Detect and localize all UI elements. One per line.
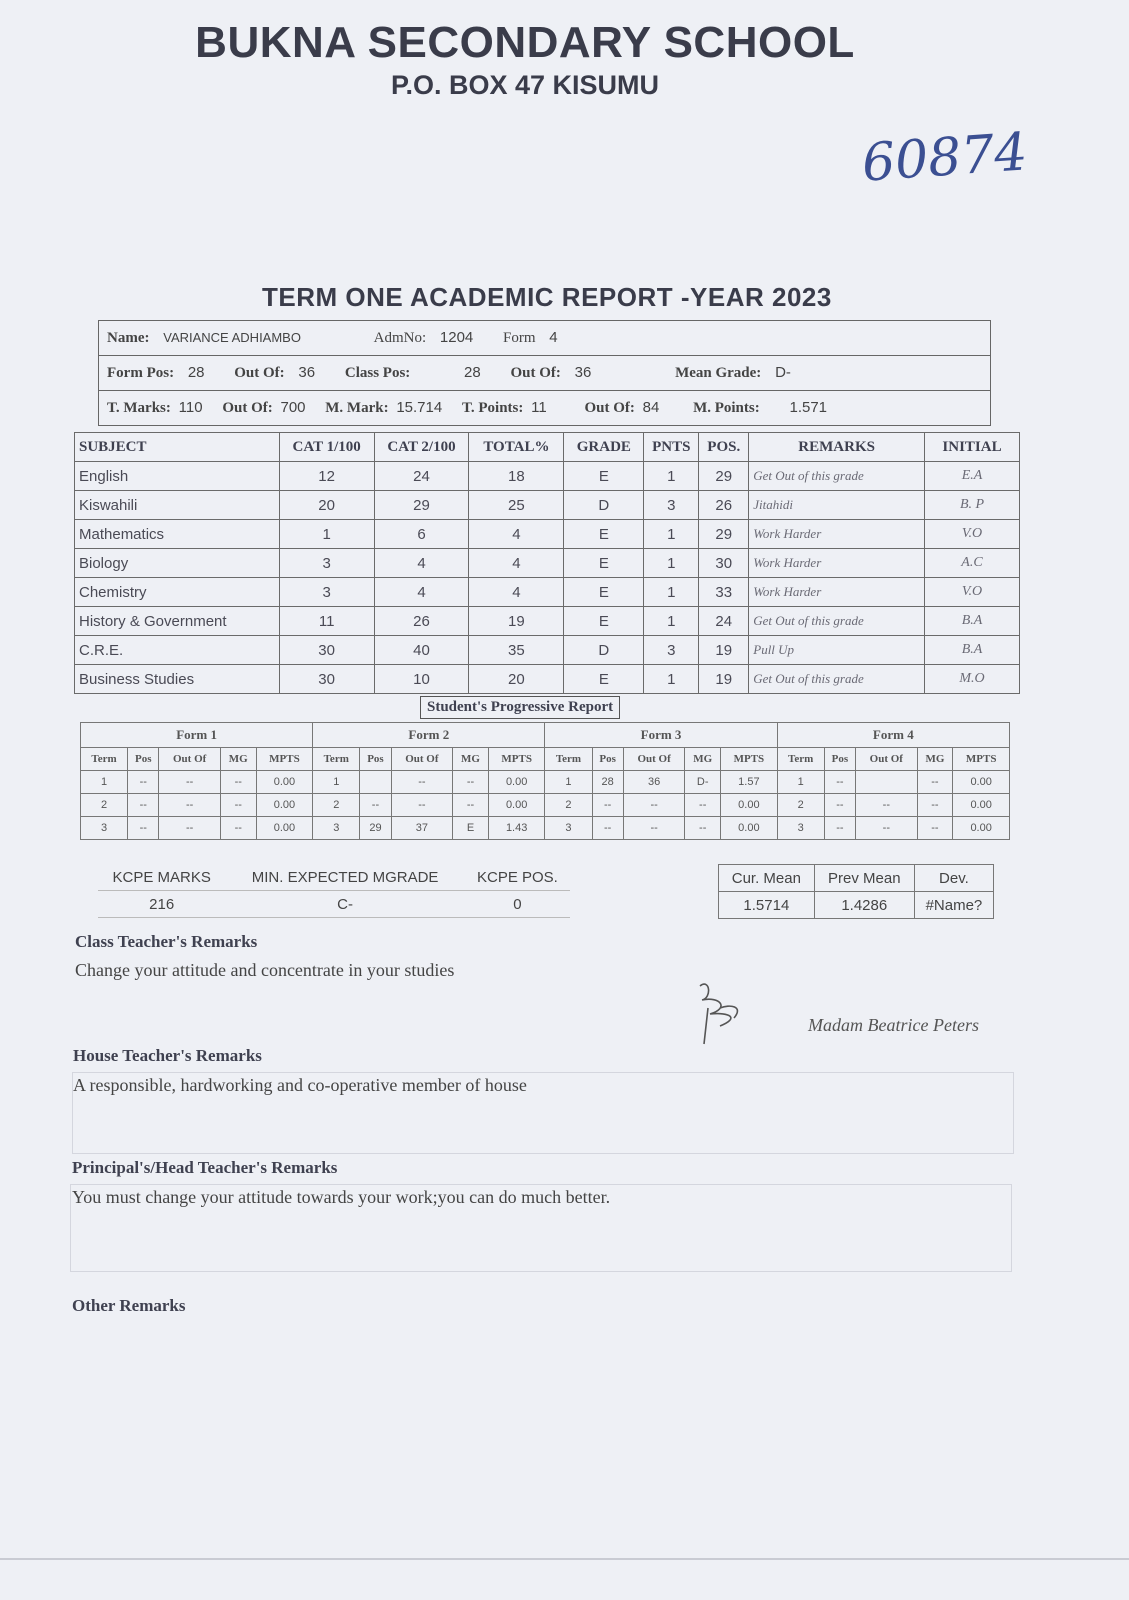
prog-cell: --: [453, 771, 489, 794]
handwritten-number: 60874: [860, 122, 1030, 194]
prog-cell: 1: [313, 771, 360, 794]
subject-cell-cat1: 20: [279, 491, 374, 520]
prog-cell: --: [592, 794, 623, 817]
prog-cell: 0.00: [953, 794, 1010, 817]
prog-cell: E: [453, 817, 489, 840]
subject-cell-subject: Business Studies: [75, 665, 280, 694]
other-remarks-label: Other Remarks: [72, 1296, 186, 1315]
subject-cell-grade: E: [564, 578, 644, 607]
subject-cell-initial: V.O: [925, 520, 1020, 549]
prog-cell: --: [391, 771, 452, 794]
prog-sub-header: Out Of: [159, 748, 220, 771]
prog-cell: --: [824, 817, 855, 840]
subject-row: [75, 491, 1020, 520]
prog-sub-header: Term: [81, 748, 128, 771]
points-out-of: 84: [642, 399, 660, 416]
prog-cell: 36: [623, 771, 684, 794]
subject-cell-remarks: Work Harder: [749, 520, 925, 549]
progressive-report-table: [80, 722, 1010, 840]
prog-cell: --: [128, 794, 159, 817]
subject-cell-remarks: Work Harder: [749, 578, 925, 607]
subject-cell-pos: 24: [699, 607, 749, 636]
principal-remarks-box: [70, 1184, 1012, 1272]
prog-sub-header: MPTS: [721, 748, 778, 771]
subject-cell-cat1: 3: [279, 578, 374, 607]
min-expected-header: MIN. EXPECTED MGRADE: [225, 864, 464, 891]
prog-cell: --: [128, 771, 159, 794]
subject-cell-total: 4: [469, 549, 564, 578]
subject-cell-pos: 33: [699, 578, 749, 607]
prog-sub-header: MG: [685, 748, 721, 771]
prog-sub-header: MG: [220, 748, 256, 771]
prog-cell: 1: [545, 771, 592, 794]
cur-mean-value: 1.5714: [719, 892, 815, 919]
subject-cell-pnts: 1: [644, 462, 699, 491]
prog-cell: --: [623, 794, 684, 817]
class-out-of-label: Out Of:: [510, 365, 561, 381]
subject-cell-subject: C.R.E.: [75, 636, 280, 665]
subject-row: [75, 607, 1020, 636]
subject-cell-total: 35: [469, 636, 564, 665]
col-cat1: CAT 1/100: [279, 433, 374, 462]
subject-cell-initial: E.A: [925, 462, 1020, 491]
m-mark: 15.714: [396, 399, 443, 416]
subject-cell-initial: V.O: [925, 578, 1020, 607]
prog-sub-header: Out Of: [623, 748, 684, 771]
prog-sub-header: Pos: [824, 748, 855, 771]
prog-cell: 2: [313, 794, 360, 817]
subject-cell-cat2: 26: [374, 607, 469, 636]
form-2-header: Form 2: [313, 723, 545, 748]
adm-no: 1204: [439, 329, 474, 346]
subject-cell-cat1: 30: [279, 665, 374, 694]
prog-cell: 1: [777, 771, 824, 794]
subject-cell-remarks: Get Out of this grade: [749, 607, 925, 636]
prog-cell: 2: [545, 794, 592, 817]
prog-cell: 37: [391, 817, 452, 840]
subject-row: [75, 636, 1020, 665]
prog-cell: [360, 771, 391, 794]
prog-cell: 0.00: [953, 817, 1010, 840]
info-row-1: [99, 321, 991, 356]
col-pos: POS.: [699, 433, 749, 462]
prog-sub-header: Pos: [592, 748, 623, 771]
subject-cell-pnts: 3: [644, 636, 699, 665]
subject-cell-pos: 29: [699, 520, 749, 549]
subject-row: [75, 520, 1020, 549]
subject-cell-grade: E: [564, 549, 644, 578]
prog-cell: 29: [360, 817, 391, 840]
prog-cell: 0.00: [256, 817, 313, 840]
prog-cell: D-: [685, 771, 721, 794]
prev-mean-value: 1.4286: [814, 892, 914, 919]
prog-cell: 1.43: [488, 817, 545, 840]
subject-cell-cat2: 6: [374, 520, 469, 549]
m-mark-label: M. Mark:: [325, 400, 389, 416]
t-marks: 110: [178, 399, 203, 416]
class-teacher-remarks-label: Class Teacher's Remarks: [75, 932, 258, 951]
prog-sub-header: Pos: [360, 748, 391, 771]
cur-mean-header: Cur. Mean: [719, 865, 815, 892]
subject-cell-cat2: 24: [374, 462, 469, 491]
prog-cell: --: [159, 771, 220, 794]
prog-cell: --: [220, 794, 256, 817]
subject-cell-pnts: 1: [644, 578, 699, 607]
prog-cell: --: [917, 794, 953, 817]
prog-sub-header: MPTS: [953, 748, 1010, 771]
form-4-header: Form 4: [777, 723, 1009, 748]
subject-cell-pnts: 1: [644, 665, 699, 694]
subject-cell-initial: B.A: [925, 607, 1020, 636]
prog-cell: --: [220, 817, 256, 840]
class-teacher-remarks-text: Change your attitude and concentrate in your studies: [75, 960, 455, 980]
prog-cell: --: [917, 817, 953, 840]
t-points: 11: [531, 399, 547, 416]
prog-cell: 0.00: [256, 794, 313, 817]
prog-cell: --: [391, 794, 452, 817]
prog-sub-header: MG: [453, 748, 489, 771]
subject-cell-cat1: 3: [279, 549, 374, 578]
min-expected-value: C-: [225, 891, 464, 918]
prog-cell: 3: [777, 817, 824, 840]
prog-cell: --: [824, 771, 855, 794]
bottom-divider: [0, 1558, 1129, 1560]
prog-cell: --: [917, 771, 953, 794]
subject-cell-total: 4: [469, 578, 564, 607]
subject-cell-initial: A.C: [925, 549, 1020, 578]
prog-cell: [856, 771, 917, 794]
col-total: TOTAL%: [469, 433, 564, 462]
subject-cell-subject: Kiswahili: [75, 491, 280, 520]
marks-out-of-label: Out Of:: [222, 400, 273, 416]
subject-cell-cat2: 4: [374, 578, 469, 607]
signature-icon: [690, 978, 750, 1048]
subject-cell-cat1: 1: [279, 520, 374, 549]
info-row-3: [99, 391, 991, 426]
house-teacher-remarks-text: A responsible, hardworking and co-operative member of house: [73, 1075, 527, 1095]
subject-cell-initial: M.O: [925, 665, 1020, 694]
subject-cell-cat1: 30: [279, 636, 374, 665]
house-teacher-remarks-label: House Teacher's Remarks: [73, 1046, 262, 1065]
col-remarks: REMARKS: [749, 433, 925, 462]
prog-cell: --: [220, 771, 256, 794]
form-out-of-label: Out Of:: [234, 365, 285, 381]
subject-cell-remarks: Get Out of this grade: [749, 462, 925, 491]
subject-cell-pnts: 3: [644, 491, 699, 520]
kcpe-pos-header: KCPE POS.: [465, 864, 570, 891]
t-marks-label: T. Marks:: [107, 400, 171, 416]
prog-cell: 0.00: [721, 817, 778, 840]
subject-cell-pos: 29: [699, 462, 749, 491]
prog-sub-header: MPTS: [488, 748, 545, 771]
subject-cell-grade: E: [564, 520, 644, 549]
col-initial: INITIAL: [925, 433, 1020, 462]
report-title: TERM ONE ACADEMIC REPORT -YEAR 2023: [262, 282, 832, 312]
subject-cell-pos: 19: [699, 636, 749, 665]
prog-cell: --: [453, 794, 489, 817]
kcpe-pos-value: 0: [465, 891, 570, 918]
form-header-row: [81, 723, 1010, 748]
subject-cell-total: 19: [469, 607, 564, 636]
prog-cell: --: [685, 794, 721, 817]
marks-out-of: 700: [280, 399, 306, 416]
subject-cell-cat2: 10: [374, 665, 469, 694]
subject-cell-total: 20: [469, 665, 564, 694]
class-pos: 28: [464, 364, 481, 381]
subject-cell-initial: B.A: [925, 636, 1020, 665]
subject-cell-pos: 19: [699, 665, 749, 694]
prog-sub-header: Term: [777, 748, 824, 771]
prog-cell: 1.57: [721, 771, 778, 794]
school-name: BUKNA SECONDARY SCHOOL: [195, 18, 855, 67]
subject-cell-remarks: Get Out of this grade: [749, 665, 925, 694]
subject-row: [75, 549, 1020, 578]
prog-cell: 28: [592, 771, 623, 794]
subject-cell-pnts: 1: [644, 549, 699, 578]
prog-cell: 0.00: [721, 794, 778, 817]
subject-cell-cat2: 29: [374, 491, 469, 520]
subject-cell-grade: D: [564, 491, 644, 520]
subject-row: [75, 665, 1020, 694]
prog-sub-header: Term: [313, 748, 360, 771]
m-points-label: M. Points:: [693, 400, 760, 416]
prog-cell: --: [360, 794, 391, 817]
prog-cell: 2: [777, 794, 824, 817]
subject-cell-remarks: Jitahidi: [749, 491, 925, 520]
subject-cell-total: 25: [469, 491, 564, 520]
form-3-header: Form 3: [545, 723, 777, 748]
student-info-table: [98, 320, 991, 426]
form-value: 4: [549, 329, 558, 346]
prog-cell: --: [824, 794, 855, 817]
subject-cell-pos: 30: [699, 549, 749, 578]
subject-cell-grade: E: [564, 462, 644, 491]
prog-cell: --: [128, 817, 159, 840]
dev-header: Dev.: [914, 865, 993, 892]
prog-sub-header: Out Of: [391, 748, 452, 771]
subject-cell-subject: English: [75, 462, 280, 491]
prog-cell: 3: [313, 817, 360, 840]
prog-cell: 0.00: [256, 771, 313, 794]
m-points: 1.571: [789, 399, 828, 416]
prog-cell: --: [159, 817, 220, 840]
prog-cell: --: [592, 817, 623, 840]
prog-sub-header: Pos: [128, 748, 159, 771]
subject-cell-pos: 26: [699, 491, 749, 520]
signatory-name: Madam Beatrice Peters: [808, 1015, 979, 1035]
prog-sub-header: Out Of: [856, 748, 917, 771]
subjects-header-row: [75, 433, 1020, 462]
school-address: P.O. BOX 47 KISUMU: [390, 70, 660, 100]
kcpe-marks-header: KCPE MARKS: [98, 864, 225, 891]
form-out-of: 36: [298, 364, 316, 381]
prog-cell: 3: [81, 817, 128, 840]
subject-cell-subject: Chemistry: [75, 578, 280, 607]
points-out-of-label: Out Of:: [584, 400, 635, 416]
prog-cell: --: [685, 817, 721, 840]
prog-sub-header-row: [81, 748, 1010, 771]
form-1-header: Form 1: [81, 723, 313, 748]
subject-cell-remarks: Work Harder: [749, 549, 925, 578]
subject-cell-cat1: 11: [279, 607, 374, 636]
subject-cell-pnts: 1: [644, 607, 699, 636]
prog-sub-header: Term: [545, 748, 592, 771]
mean-grade: D-: [775, 364, 791, 381]
subjects-table: [74, 432, 1020, 694]
prog-sub-header: MG: [917, 748, 953, 771]
house-remarks-box: [72, 1072, 1014, 1154]
subject-cell-total: 18: [469, 462, 564, 491]
prog-cell: 2: [81, 794, 128, 817]
prog-sub-header: MPTS: [256, 748, 313, 771]
class-pos-label: Class Pos:: [344, 365, 411, 381]
prog-row: [81, 794, 1010, 817]
subject-row: [75, 462, 1020, 491]
subject-cell-total: 4: [469, 520, 564, 549]
prog-cell: 0.00: [488, 794, 545, 817]
subject-cell-initial: B. P: [925, 491, 1020, 520]
prog-row: [81, 817, 1010, 840]
kcpe-table: [98, 864, 570, 918]
subject-cell-remarks: Pull Up: [749, 636, 925, 665]
col-cat2: CAT 2/100: [374, 433, 469, 462]
form-pos: 28: [187, 364, 205, 381]
prog-cell: --: [623, 817, 684, 840]
subject-cell-grade: D: [564, 636, 644, 665]
form-label: Form: [503, 330, 536, 346]
subject-row: [75, 578, 1020, 607]
progressive-report-title: Student's Progressive Report: [420, 696, 620, 719]
subject-cell-cat2: 4: [374, 549, 469, 578]
prog-cell: --: [856, 794, 917, 817]
subject-cell-subject: Biology: [75, 549, 280, 578]
t-points-label: T. Points:: [461, 400, 524, 416]
adm-label: AdmNo:: [373, 330, 427, 346]
principal-remarks-label: Principal's/Head Teacher's Remarks: [72, 1158, 338, 1177]
class-out-of: 36: [574, 364, 592, 381]
col-grade: GRADE: [564, 433, 644, 462]
col-subject: SUBJECT: [75, 433, 280, 462]
subject-cell-subject: History & Government: [75, 607, 280, 636]
prog-cell: --: [159, 794, 220, 817]
subject-cell-subject: Mathematics: [75, 520, 280, 549]
subject-cell-grade: E: [564, 665, 644, 694]
prog-cell: 3: [545, 817, 592, 840]
subject-cell-pnts: 1: [644, 520, 699, 549]
info-row-2: [99, 356, 991, 391]
form-pos-label: Form Pos:: [107, 365, 175, 381]
subject-cell-grade: E: [564, 607, 644, 636]
subject-cell-cat2: 40: [374, 636, 469, 665]
prog-row: [81, 771, 1010, 794]
mean-grade-label: Mean Grade:: [675, 365, 762, 381]
student-name: VARIANCE ADHIAMBO: [163, 330, 301, 345]
principal-remarks-text: You must change your attitude towards your work;you can do much better.: [72, 1187, 611, 1207]
dev-value: #Name?: [914, 892, 993, 919]
prev-mean-header: Prev Mean: [814, 865, 914, 892]
kcpe-marks-value: 216: [98, 891, 225, 918]
prog-cell: 1: [81, 771, 128, 794]
means-table: [718, 864, 994, 919]
prog-cell: 0.00: [953, 771, 1010, 794]
name-label: Name:: [107, 330, 150, 346]
prog-cell: 0.00: [488, 771, 545, 794]
col-pnts: PNTS: [644, 433, 699, 462]
prog-cell: --: [856, 817, 917, 840]
subject-cell-cat1: 12: [279, 462, 374, 491]
